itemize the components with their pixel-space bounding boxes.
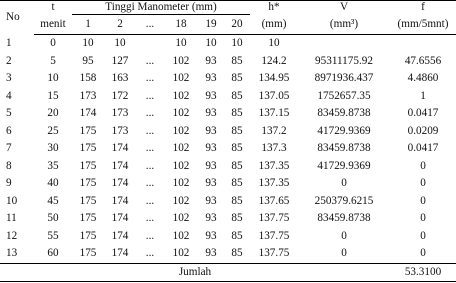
- cell-manometer-18: 102: [172, 89, 190, 102]
- cell-manometer-19: 93: [205, 229, 217, 242]
- cell-no: 10: [6, 194, 18, 207]
- cell-manometer-1: 175: [72, 245, 104, 263]
- cell-manometer-18: 10: [175, 37, 187, 49]
- cell-manometer-18: 102: [172, 54, 190, 67]
- cell-f: 47.6556: [404, 54, 442, 67]
- cell-v: 41729.9369: [317, 124, 371, 137]
- cell-manometer-18: 102: [172, 124, 190, 137]
- cell-manometer-19: 93: [205, 89, 217, 102]
- header-manometer-20: 20: [224, 15, 250, 35]
- cell-manometer-2: 174: [111, 194, 129, 207]
- table-row: [0, 123, 456, 141]
- cell-h: 137.75: [258, 212, 290, 224]
- cell-manometer-19: 93: [205, 212, 217, 224]
- cell-manometer-18: 102: [172, 229, 190, 242]
- cell-manometer-19: 93: [198, 245, 224, 263]
- cell-manometer-18: 102: [172, 177, 190, 189]
- cell-no: 8: [6, 159, 12, 172]
- cell-manometer-18: 102: [172, 194, 190, 207]
- cell-manometer-1: 175: [79, 159, 97, 172]
- cell-v: 0: [341, 229, 347, 242]
- cell-manometer-18: 102: [172, 107, 190, 119]
- table-row: [0, 88, 456, 106]
- table-row: [0, 245, 456, 263]
- cell-f: 0.0417: [407, 107, 439, 119]
- cell-v: 41729.9369: [317, 159, 371, 172]
- cell-t: 45: [47, 194, 59, 207]
- table-header: [0, 1, 456, 35]
- cell-t: 40: [47, 177, 59, 189]
- header-h-unit: (mm): [250, 15, 298, 35]
- cell-manometer-19: 93: [205, 72, 217, 84]
- cell-no: 12: [6, 229, 18, 242]
- cell-manometer-18: 102: [172, 72, 190, 84]
- header-v: V: [298, 1, 390, 15]
- table-row: [0, 53, 456, 71]
- cell-v: 83459.8738: [317, 212, 371, 224]
- cell-manometer-2: 172: [111, 89, 129, 102]
- cell-manometer-1: 175: [79, 194, 97, 207]
- cell-t: 5: [50, 54, 56, 67]
- cell-t: 30: [47, 142, 59, 154]
- header-t-unit: menit: [34, 15, 72, 35]
- cell-manometer-20: 85: [231, 72, 243, 84]
- cell-manometer-20: 85: [231, 159, 243, 172]
- cell-manometer-1: 175: [79, 142, 97, 154]
- cell-v: 0: [341, 177, 347, 189]
- header-manometer-2: 2: [104, 15, 136, 35]
- cell-manometer-20: 85: [231, 212, 243, 224]
- cell-manometer-19: 93: [205, 177, 217, 189]
- cell-v: 83459.8738: [317, 142, 371, 154]
- cell-v: [298, 35, 390, 53]
- cell-manometer-20: 85: [231, 124, 243, 137]
- cell-manometer-2: 174: [111, 212, 129, 224]
- table-row: [0, 35, 456, 53]
- table-footer: [0, 263, 456, 282]
- table-row: [0, 70, 456, 88]
- cell-manometer-19: 93: [205, 107, 217, 119]
- cell-manometer-19: 93: [205, 124, 217, 137]
- cell-t: 10: [47, 72, 59, 84]
- cell-manometer-2: 174: [111, 159, 129, 172]
- cell-f: 0.0417: [407, 142, 439, 154]
- cell-ellipsis: ...: [145, 72, 155, 84]
- cell-manometer-1: 173: [79, 89, 97, 102]
- cell-ellipsis: ...: [145, 194, 155, 207]
- cell-h: 137.05: [258, 89, 290, 102]
- cell-ellipsis: ...: [145, 107, 155, 119]
- header-t: t: [34, 1, 72, 15]
- cell-t: 0: [50, 37, 56, 49]
- header-manometer-ellipsis: ...: [136, 15, 164, 35]
- cell-f: [390, 35, 456, 53]
- cell-manometer-20: 85: [231, 229, 243, 242]
- table-row: [0, 210, 456, 228]
- header-tinggi-manometer: Tinggi Manometer (mm): [72, 1, 250, 15]
- cell-t: 35: [47, 159, 59, 172]
- cell-no: 1: [6, 36, 12, 49]
- header-manometer-1: 1: [72, 15, 104, 35]
- cell-t: 50: [47, 212, 59, 224]
- cell-h: 134.95: [258, 72, 290, 84]
- cell-ellipsis: ...: [145, 177, 155, 189]
- cell-manometer-1: 158: [79, 72, 97, 84]
- cell-manometer-2: 174: [104, 245, 136, 263]
- header-manometer-18: 18: [164, 15, 198, 35]
- header-f: f: [390, 1, 456, 15]
- cell-v: 8971936.437: [314, 72, 374, 84]
- cell-manometer-18: 102: [172, 159, 190, 172]
- cell-manometer-20: 85: [231, 54, 243, 67]
- cell-manometer-2: 127: [111, 54, 129, 67]
- cell-f: 0: [420, 177, 426, 189]
- cell-f: 0: [420, 159, 426, 172]
- cell-manometer-20: 10: [231, 37, 243, 49]
- cell-manometer-20: 85: [231, 142, 243, 154]
- cell-ellipsis: ...: [145, 124, 155, 137]
- cell-manometer-2: 173: [111, 107, 129, 119]
- table-row: [0, 175, 456, 193]
- cell-ellipsis: ...: [145, 54, 155, 67]
- cell-h: 137.35: [258, 159, 290, 172]
- table-row: [0, 228, 456, 246]
- cell-manometer-20: 85: [224, 245, 250, 263]
- cell-t: 60: [34, 245, 72, 263]
- cell-manometer-2: 173: [111, 124, 129, 137]
- cell-t: 15: [47, 89, 59, 102]
- cell-no: 13: [0, 245, 34, 263]
- cell-v: 83459.8738: [317, 107, 371, 119]
- cell-no: 9: [6, 177, 12, 189]
- table-row: [0, 158, 456, 176]
- cell-manometer-1: 175: [79, 124, 97, 137]
- cell-no: 5: [6, 107, 12, 119]
- cell-manometer-20: 85: [231, 194, 243, 207]
- cell-manometer-2: 10: [114, 37, 126, 49]
- table-body: [0, 35, 456, 264]
- cell-ellipsis: ...: [145, 89, 155, 102]
- cell-t: 20: [47, 107, 59, 119]
- cell-manometer-18: 102: [172, 142, 190, 154]
- cell-manometer-20: 85: [231, 107, 243, 119]
- cell-h: 137.75: [258, 229, 290, 242]
- table-row: [0, 140, 456, 158]
- cell-manometer-20: 85: [231, 89, 243, 102]
- cell-ellipsis: [136, 35, 164, 53]
- cell-f: 0: [420, 194, 426, 207]
- cell-manometer-19: 10: [205, 37, 217, 49]
- cell-ellipsis: ...: [145, 159, 155, 172]
- cell-h: 137.2: [261, 124, 287, 137]
- cell-no: 7: [6, 142, 12, 154]
- cell-manometer-1: 175: [79, 177, 97, 189]
- cell-ellipsis: ...: [145, 229, 155, 242]
- cell-v: 0: [298, 245, 390, 263]
- cell-manometer-19: 93: [205, 142, 217, 154]
- cell-f: 0: [390, 245, 456, 263]
- cell-no: 4: [6, 89, 12, 102]
- cell-h: 10: [268, 37, 280, 49]
- cell-t: 25: [47, 124, 59, 137]
- cell-no: 11: [6, 212, 17, 224]
- cell-manometer-20: 85: [231, 177, 243, 189]
- cell-h: 137.35: [258, 177, 290, 189]
- cell-no: 2: [6, 54, 12, 67]
- table-row: [0, 193, 456, 211]
- cell-h: 137.15: [258, 107, 290, 119]
- cell-t: 55: [47, 229, 59, 242]
- header-no: No: [0, 1, 34, 35]
- cell-h: 124.2: [261, 54, 287, 67]
- cell-no: 6: [6, 124, 12, 137]
- cell-manometer-1: 95: [82, 54, 94, 67]
- cell-manometer-2: 174: [111, 142, 129, 154]
- cell-manometer-18: 102: [172, 212, 190, 224]
- total-value: 53.3100: [390, 263, 456, 282]
- cell-f: 1: [420, 89, 426, 102]
- header-manometer-19: 19: [198, 15, 224, 35]
- cell-f: 0.0209: [407, 124, 439, 137]
- cell-manometer-18: 102: [164, 245, 198, 263]
- cell-manometer-19: 93: [205, 54, 217, 67]
- cell-v: 1752657.35: [317, 89, 371, 102]
- header-f-unit: (mm/5mnt): [390, 15, 456, 35]
- cell-h: 137.75: [250, 245, 298, 263]
- cell-f: 0: [420, 229, 426, 242]
- cell-manometer-1: 175: [79, 212, 97, 224]
- total-label: Jumlah: [0, 263, 390, 282]
- cell-manometer-2: 174: [111, 177, 129, 189]
- cell-f: 4.4860: [407, 72, 439, 84]
- cell-manometer-2: 174: [111, 229, 129, 242]
- cell-manometer-2: 163: [111, 72, 129, 84]
- cell-manometer-19: 93: [205, 159, 217, 172]
- cell-f: 0: [420, 212, 426, 224]
- cell-manometer-1: 10: [82, 37, 94, 49]
- header-h: h*: [250, 1, 298, 15]
- cell-ellipsis: ...: [145, 212, 155, 224]
- cell-h: 137.3: [261, 142, 287, 154]
- table-row: [0, 105, 456, 123]
- cell-manometer-1: 175: [79, 229, 97, 242]
- cell-ellipsis: ...: [145, 142, 155, 154]
- cell-v: 250379.6215: [314, 194, 374, 207]
- cell-no: 3: [6, 72, 12, 84]
- header-v-unit: (mm³): [298, 15, 390, 35]
- cell-v: 95311175.92: [315, 54, 373, 67]
- cell-manometer-1: 174: [79, 107, 97, 119]
- cell-ellipsis: ...: [136, 245, 164, 263]
- cell-h: 137.65: [258, 194, 290, 207]
- cell-manometer-19: 93: [205, 194, 217, 207]
